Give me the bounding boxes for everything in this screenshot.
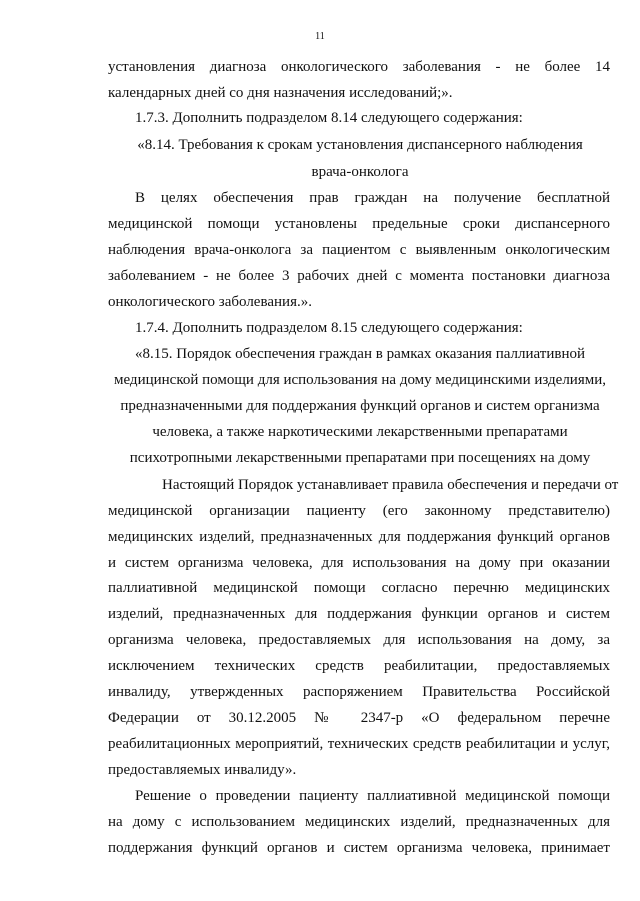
text-line: исключением технических средств реабилитации, предоставляемых bbox=[108, 658, 610, 674]
section-heading-line: человека, а также наркотическими лекарственными препаратами bbox=[152, 424, 568, 440]
text-line: В целях обеспечения прав граждан на получение бесплатной bbox=[135, 190, 610, 206]
text-line: 1.7.4. Дополнить подразделом 8.15 следующего содержания: bbox=[135, 320, 523, 336]
text-line: наблюдения врача-онколога за пациентом с выявленным онкологическим bbox=[108, 242, 610, 258]
text-line: изделий, предназначенных для поддержания функции органов и систем bbox=[108, 606, 610, 622]
text-line: реабилитационных мероприятий, технических средств реабилитации и услуг, bbox=[108, 736, 610, 752]
text-line: заболеванием - не более 3 рабочих дней с момента постановки диагноза bbox=[108, 268, 610, 284]
section-heading-line: предназначенными для поддержания функций органов и систем организма bbox=[120, 398, 600, 414]
text-line: онкологического заболевания.». bbox=[108, 294, 312, 310]
text-line: Настоящий Порядок устанавливает правила обеспечения и передачи от bbox=[162, 477, 619, 493]
text-line: Федерации от 30.12.2005 № 2347-р «О федеральном перечне bbox=[108, 710, 610, 726]
text-line: инвалиду, утвержденных распоряжением Правительства Российской bbox=[108, 684, 610, 700]
section-heading-line: «8.14. Требования к срокам установления диспансерного наблюдения bbox=[137, 137, 583, 153]
text-line: медицинской организации пациенту (его законному представителю) bbox=[108, 503, 610, 519]
text-line: Решение о проведении пациенту паллиативной медицинской помощи bbox=[135, 788, 610, 804]
section-heading-line: «8.15. Порядок обеспечения граждан в рамках оказания паллиативной bbox=[135, 346, 585, 362]
text-line: предоставляемых инвалиду». bbox=[108, 762, 297, 778]
page-number: 11 bbox=[315, 31, 325, 42]
text-line: календарных дней со дня назначения исследований;». bbox=[108, 85, 453, 101]
text-line: организма человека, предоставляемых для использования на дому, за bbox=[108, 632, 610, 648]
text-line: медицинских изделий, предназначенных для поддержания функций органов bbox=[108, 529, 610, 545]
text-line: медицинской помощи установлены предельные сроки диспансерного bbox=[108, 216, 610, 232]
section-heading-line: психотропными лекарственными препаратами при посещениях на дому bbox=[129, 450, 591, 466]
text-line: поддержания функций органов и систем организма человека, принимает bbox=[108, 840, 610, 856]
section-heading-line: медицинской помощи для использования на дому медицинскими изделиями, bbox=[113, 372, 607, 388]
text-line: и систем организма человека, для использования на дому при оказании bbox=[108, 555, 610, 571]
text-line: 1.7.3. Дополнить подразделом 8.14 следующего содержания: bbox=[135, 110, 523, 126]
text-line: на дому с использованием медицинских изделий, предназначенных для bbox=[108, 814, 610, 830]
text-line: установления диагноза онкологического заболевания - не более 14 bbox=[108, 59, 610, 75]
text-line: паллиативной медицинской помощи согласно перечню медицинских bbox=[108, 580, 610, 596]
section-heading-line: врача-онколога bbox=[311, 164, 409, 180]
